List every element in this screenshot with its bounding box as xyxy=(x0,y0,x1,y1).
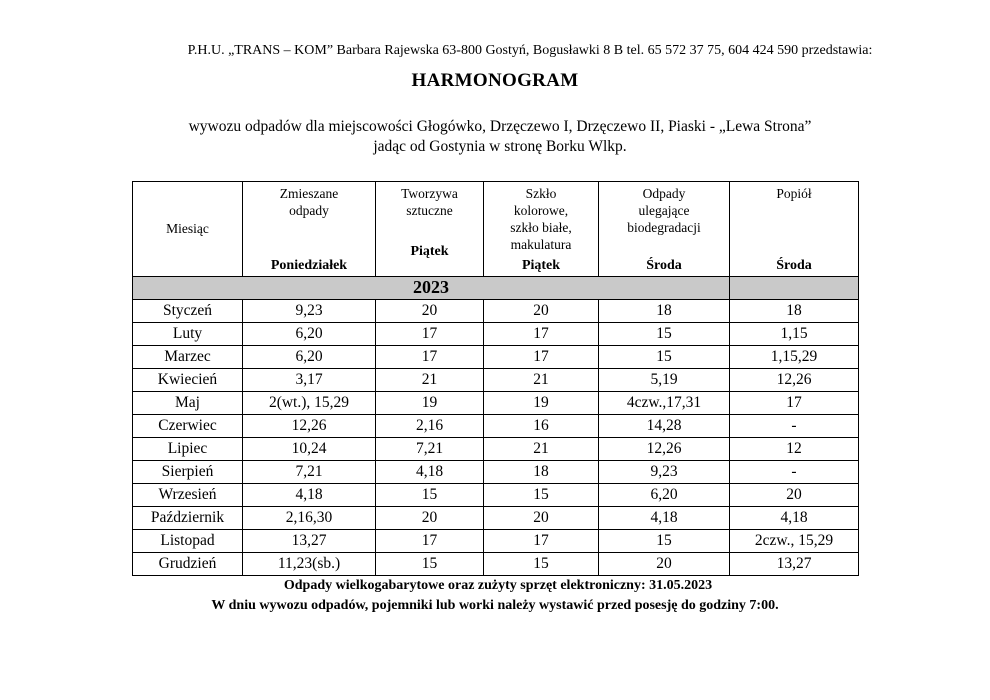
header-mixed-waste-day: Poniedziałek xyxy=(270,258,348,273)
subtitle xyxy=(0,117,990,157)
date-cell: 2,16 xyxy=(376,415,484,438)
date-cell: 19 xyxy=(484,392,599,415)
month-cell: Wrzesień xyxy=(133,484,243,507)
date-cell: 9,23 xyxy=(243,300,376,323)
header-month-label: Miesiąc xyxy=(166,221,209,236)
date-cell: 15 xyxy=(599,346,730,369)
header-plastics-line: Tworzywa xyxy=(401,186,458,201)
table-row xyxy=(133,553,859,576)
date-cell: 19 xyxy=(376,392,484,415)
table-row xyxy=(133,484,859,507)
date-cell: 17 xyxy=(376,346,484,369)
month-cell: Maj xyxy=(133,392,243,415)
page-title: HARMONOGRAM xyxy=(411,70,579,91)
table-row xyxy=(133,300,859,323)
date-cell: 17 xyxy=(376,323,484,346)
date-cell: 20 xyxy=(376,300,484,323)
header-ash-day: Środa xyxy=(776,258,812,273)
header-bio-line: ulegające xyxy=(638,203,690,218)
date-cell: 13,27 xyxy=(243,530,376,553)
date-cell: 18 xyxy=(484,461,599,484)
date-cell: 3,17 xyxy=(243,369,376,392)
month-cell: Sierpień xyxy=(133,461,243,484)
month-cell: Lipiec xyxy=(133,438,243,461)
date-cell: 12,26 xyxy=(243,415,376,438)
year-label: 2023 xyxy=(413,277,449,297)
date-cell: 18 xyxy=(730,300,859,323)
date-cell: 21 xyxy=(484,438,599,461)
date-cell: 9,23 xyxy=(599,461,730,484)
date-cell: 18 xyxy=(599,300,730,323)
date-cell: 15 xyxy=(376,553,484,576)
date-cell: 7,21 xyxy=(243,461,376,484)
date-cell: 14,28 xyxy=(599,415,730,438)
company-header: P.H.U. „TRANS – KOM” Barbara Rajewska 63-800 Gostyń, Bogusławki 8 B tel. 65 572 37 75, 604 424 590 przedstawia: xyxy=(187,43,873,58)
date-cell: 20 xyxy=(376,507,484,530)
header-mixed-waste-line: Zmieszane xyxy=(279,186,339,201)
date-cell: 17 xyxy=(484,530,599,553)
date-cell: 12 xyxy=(730,438,859,461)
table-row xyxy=(133,346,859,369)
table-row xyxy=(133,507,859,530)
year-cell-empty xyxy=(730,277,859,300)
month-cell: Styczeń xyxy=(133,300,243,323)
date-cell: 12,26 xyxy=(730,369,859,392)
table-row xyxy=(133,530,859,553)
footer-pickup-time-note: W dniu wywozu odpadów, pojemniki lub worki należy wystawić przed posesję do godziny 7:00. xyxy=(211,598,779,613)
header-bio-line: Odpady xyxy=(642,186,686,201)
date-cell: 21 xyxy=(376,369,484,392)
date-cell: - xyxy=(730,461,859,484)
date-cell: 15 xyxy=(599,323,730,346)
table-row xyxy=(133,415,859,438)
date-cell: 17 xyxy=(730,392,859,415)
header-glass-line: kolorowe, xyxy=(513,203,569,218)
table-header-row xyxy=(133,182,859,277)
table-row xyxy=(133,369,859,392)
date-cell: 17 xyxy=(376,530,484,553)
date-cell: 6,20 xyxy=(243,323,376,346)
date-cell: 17 xyxy=(484,346,599,369)
header-month xyxy=(133,182,243,277)
date-cell: 4,18 xyxy=(599,507,730,530)
date-cell: 4,18 xyxy=(243,484,376,507)
header-glass-line: Szkło xyxy=(525,186,557,201)
year-row xyxy=(133,277,859,300)
date-cell: 12,26 xyxy=(599,438,730,461)
header-ash xyxy=(730,182,859,277)
header-glass-line: szkło białe, xyxy=(510,220,572,235)
footer-bulky-waste-note: Odpady wielkogabarytowe oraz zużyty sprzęt elektroniczny: 31.05.2023 xyxy=(283,578,713,593)
month-cell: Marzec xyxy=(133,346,243,369)
date-cell: 21 xyxy=(484,369,599,392)
date-cell: 4,18 xyxy=(730,507,859,530)
month-cell: Luty xyxy=(133,323,243,346)
header-biodegradable xyxy=(599,182,730,277)
header-plastics-day: Piątek xyxy=(410,244,449,259)
header-ash-line: Popiół xyxy=(776,186,812,201)
header-mixed-waste xyxy=(243,182,376,277)
date-cell: 2,16,30 xyxy=(243,507,376,530)
date-cell: 1,15 xyxy=(730,323,859,346)
date-cell: 17 xyxy=(484,323,599,346)
date-cell: 15 xyxy=(484,484,599,507)
header-plastics xyxy=(376,182,484,277)
footer-notes xyxy=(0,576,990,616)
date-cell: 15 xyxy=(484,553,599,576)
table-row xyxy=(133,461,859,484)
date-cell: 16 xyxy=(484,415,599,438)
date-cell: 20 xyxy=(599,553,730,576)
date-cell: 20 xyxy=(730,484,859,507)
month-cell: Czerwiec xyxy=(133,415,243,438)
date-cell: 6,20 xyxy=(599,484,730,507)
date-cell: 20 xyxy=(484,507,599,530)
date-cell: 2(wt.), 15,29 xyxy=(243,392,376,415)
header-glass-day: Piątek xyxy=(521,258,561,273)
month-cell: Kwiecień xyxy=(133,369,243,392)
year-cell xyxy=(133,277,730,300)
date-cell: 15 xyxy=(599,530,730,553)
date-cell: 4czw.,17,31 xyxy=(599,392,730,415)
header-mixed-waste-line: odpady xyxy=(289,203,329,218)
date-cell: 5,19 xyxy=(599,369,730,392)
table-row xyxy=(133,323,859,346)
date-cell: - xyxy=(730,415,859,438)
header-glass-line: makulatura xyxy=(510,237,572,252)
header-bio-day: Środa xyxy=(646,258,682,273)
subtitle-line-1: wywozu odpadów dla miejscowości Głogówko, Drzęczewo I, Drzęczewo II, Piaski - „Lewa Strona” xyxy=(188,118,812,135)
date-cell: 10,24 xyxy=(243,438,376,461)
subtitle-line-2: jadąc od Gostynia w stronę Borku Wlkp. xyxy=(373,138,627,155)
month-cell: Listopad xyxy=(133,530,243,553)
date-cell: 13,27 xyxy=(730,553,859,576)
table-row xyxy=(133,392,859,415)
header-plastics-line: sztuczne xyxy=(406,203,453,218)
date-cell: 11,23(sb.) xyxy=(243,553,376,576)
date-cell: 6,20 xyxy=(243,346,376,369)
date-cell: 20 xyxy=(484,300,599,323)
header-glass-paper xyxy=(484,182,599,277)
date-cell: 4,18 xyxy=(376,461,484,484)
schedule-table xyxy=(132,181,859,576)
month-cell: Październik xyxy=(133,507,243,530)
date-cell: 15 xyxy=(376,484,484,507)
date-cell: 1,15,29 xyxy=(730,346,859,369)
table-row xyxy=(133,438,859,461)
date-cell: 2czw., 15,29 xyxy=(730,530,859,553)
header-bio-line: biodegradacji xyxy=(627,220,701,235)
date-cell: 7,21 xyxy=(376,438,484,461)
month-cell: Grudzień xyxy=(133,553,243,576)
